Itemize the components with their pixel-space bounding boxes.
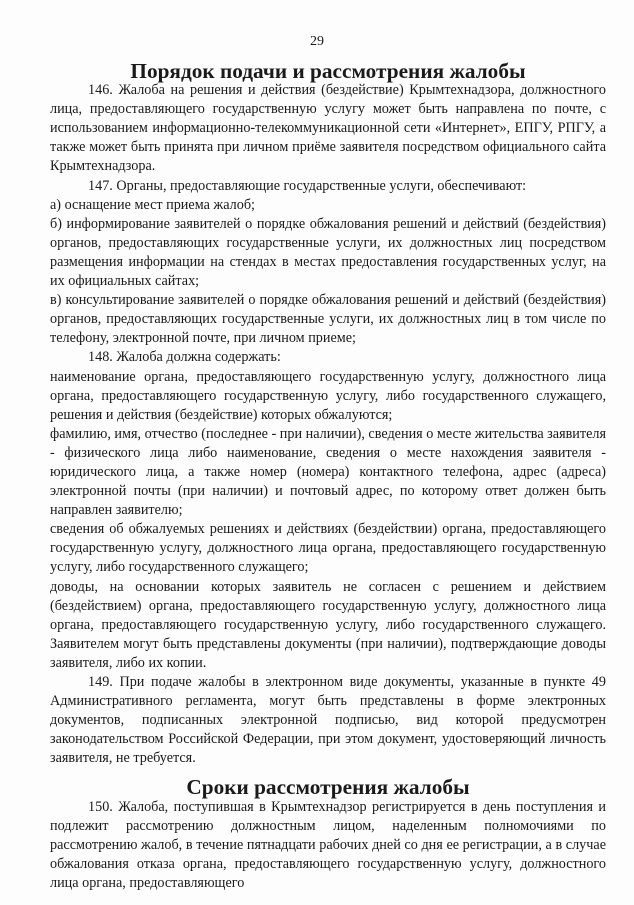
paragraph-150: 150. Жалоба, поступившая в Крымтехнадзор регистрируется в день поступления и подлежит рассмотрению должностным лицом, наделенным полномочиями по рассмотрению жалоб, в течение пятнадцати рабочих дней со дня ее регистрации, а в случае обжалования отказа органа, предоставляющего государственную услугу, должностного лица органа, предоставляющего bbox=[50, 798, 606, 891]
section-heading-review-terms: Сроки рассмотрения жалобы bbox=[186, 775, 470, 800]
page-content bbox=[50, 59, 606, 893]
paragraph-148: 148. Жалоба должна содержать: bbox=[88, 349, 281, 366]
section-heading-complaint-procedure: Порядок подачи и рассмотрения жалобы bbox=[130, 59, 526, 83]
requirement-applicant-info: фамилию, имя, отчество (последнее - при наличии), сведения о месте жительства заявителя - физического лица либо наименование, сведения о месте нахождения заявителя - юридического лица, а также номер (номера) контактного телефона, адрес (адреса) электронной почты (при наличии) и почтовый адрес, по которому ответ должен быть направлен заявителю; bbox=[50, 425, 606, 519]
requirement-arguments: доводы, на основании которых заявитель не согласен с решением и действием (бездействием) органа, предоставляющего государственную услугу, должностного лица органа, предоставляющего государственную услугу, либо государственного служащего. Заявителем могут быть представлены документы (при наличии), подтверждающие доводы заявителя, либо их копии. bbox=[50, 578, 606, 671]
paragraph-147: 147. Органы, предоставляющие государственные услуги, обеспечивают: bbox=[88, 177, 527, 194]
requirement-appealed-decisions: сведения об обжалуемых решениях и действиях (бездействии) органа, предоставляющего государственную услугу, должностного лица органа, предоставляющего государственную услугу, либо государственного служащего; bbox=[50, 521, 606, 576]
list-item-a: а) оснащение мест приема жалоб; bbox=[50, 196, 255, 213]
paragraph-149: 149. При подаче жалобы в электронном виде документы, указанные в пункте 49 Административного регламента, могут быть представлены в форме электронных документов, подписанных электронной подписью, вид которой предусмотрен законодательством Российской Федерации, при этом документ, удостоверяющий личность заявителя, не требуется. bbox=[50, 674, 606, 767]
paragraph-146: 146. Жалоба на решения и действия (бездействие) Крымтехнадзора, должностного лица, предоставляющего государственную услугу может быть направлена по почте, с использованием информационно-телекоммуникационной сети «Интернет», ЕПГУ, РПГУ, а также может быть принята при личном приёме заявителя посредством официального сайта Крымтехнадзора. bbox=[50, 82, 606, 175]
page-number: 29 bbox=[310, 34, 324, 49]
list-item-b: б) информирование заявителей о порядке обжалования решений и действий (бездействия) органов, предоставляющих государственные услуги, их должностных лиц посредством размещения информации на стендах в местах предоставления государственных услуг, на их официальных сайтах; bbox=[50, 215, 606, 290]
requirement-organ-name: наименование органа, предоставляющего государственную услугу, должностного лица органа, предоставляющего государственную услугу, либо государственного служащего, решения и действия (бездействие) которых обжалуются; bbox=[50, 368, 606, 423]
list-item-c: в) консультирование заявителей о порядке обжалования решений и действий (бездействия) органов, предоставляющих государственные услуги, их должностных лиц в том числе по телефону, электронной почте, при личном приеме; bbox=[50, 292, 606, 347]
